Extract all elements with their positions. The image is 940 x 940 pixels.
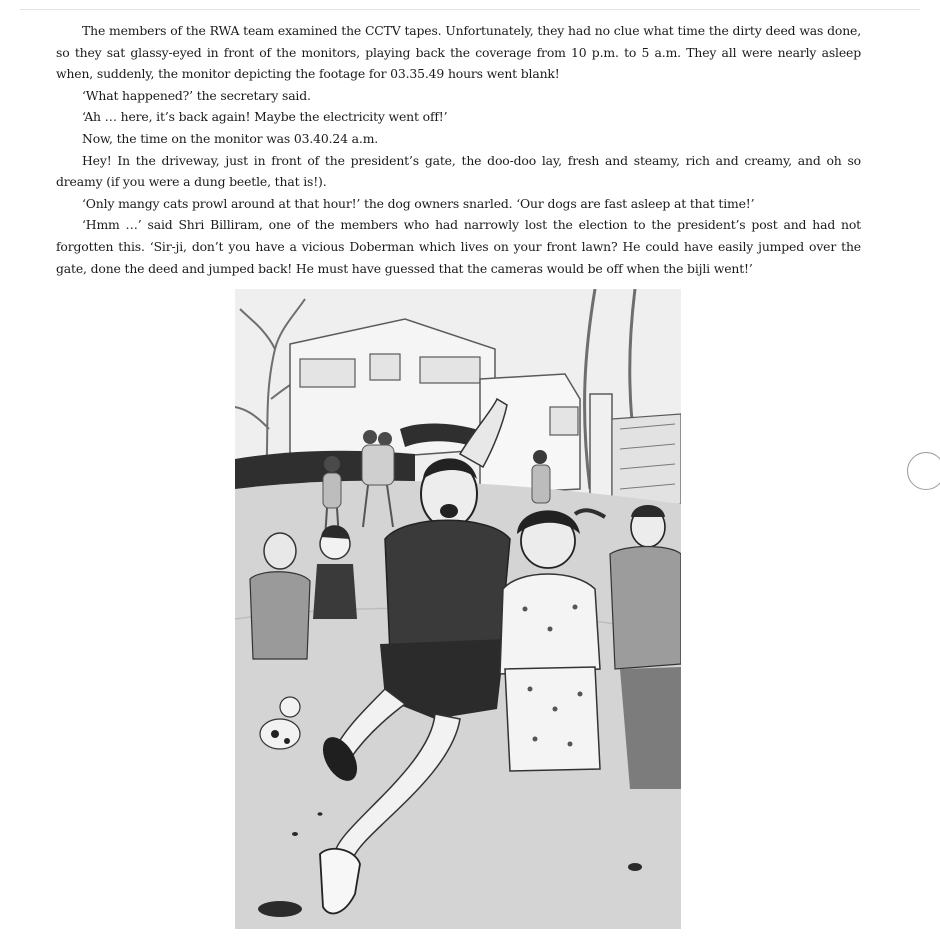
paragraph-6: ‘Only mangy cats prowl around at that hour!’ the dog owners snarled. ‘Our dogs are fast asleep at that time!’: [82, 195, 755, 211]
paragraph-7: ‘Hmm …’ said Shri Billiram, one of the members who had narrowly lost the election to the president’s post and had not forgotten this. ‘Sir-ji, don’t you have a vicious Doberman which lives on your front lawn? He could have easily jumped over the gate, done the deed and jumped back! He must have guessed that the cameras would be off when the bijli went!’: [56, 217, 861, 276]
paragraph-1: The members of the RWA team examined the CCTV tapes. Unfortunately, they had no clue what time the dirty deed was done, so they sat glassy-eyed in front of the monitors, playing back the coverage from 10 p.m. to 5 a.m. They all were nearly asleep when, suddenly, the monitor depicting the footage for 03.35.49 hours went blank!: [56, 23, 861, 82]
page-turn-button[interactable]: [907, 452, 940, 490]
paragraph-5: Hey! In the driveway, just in front of the president’s gate, the doo-doo lay, fresh and steamy, rich and creamy, and oh so dreamy (if you were a dung beetle, that is!).: [56, 152, 861, 190]
paragraph-2: ‘What happened?’ the secretary said.: [82, 87, 311, 103]
story-illustration: [235, 289, 681, 929]
paragraph-4: Now, the time on the monitor was 03.40.24 a.m.: [82, 130, 379, 146]
top-divider: [20, 9, 920, 10]
paragraph-3: ‘Ah … here, it’s back again! Maybe the electricity went off!’: [82, 109, 448, 125]
illustration-drawing: [235, 289, 681, 929]
story-page: [56, 20, 861, 279]
